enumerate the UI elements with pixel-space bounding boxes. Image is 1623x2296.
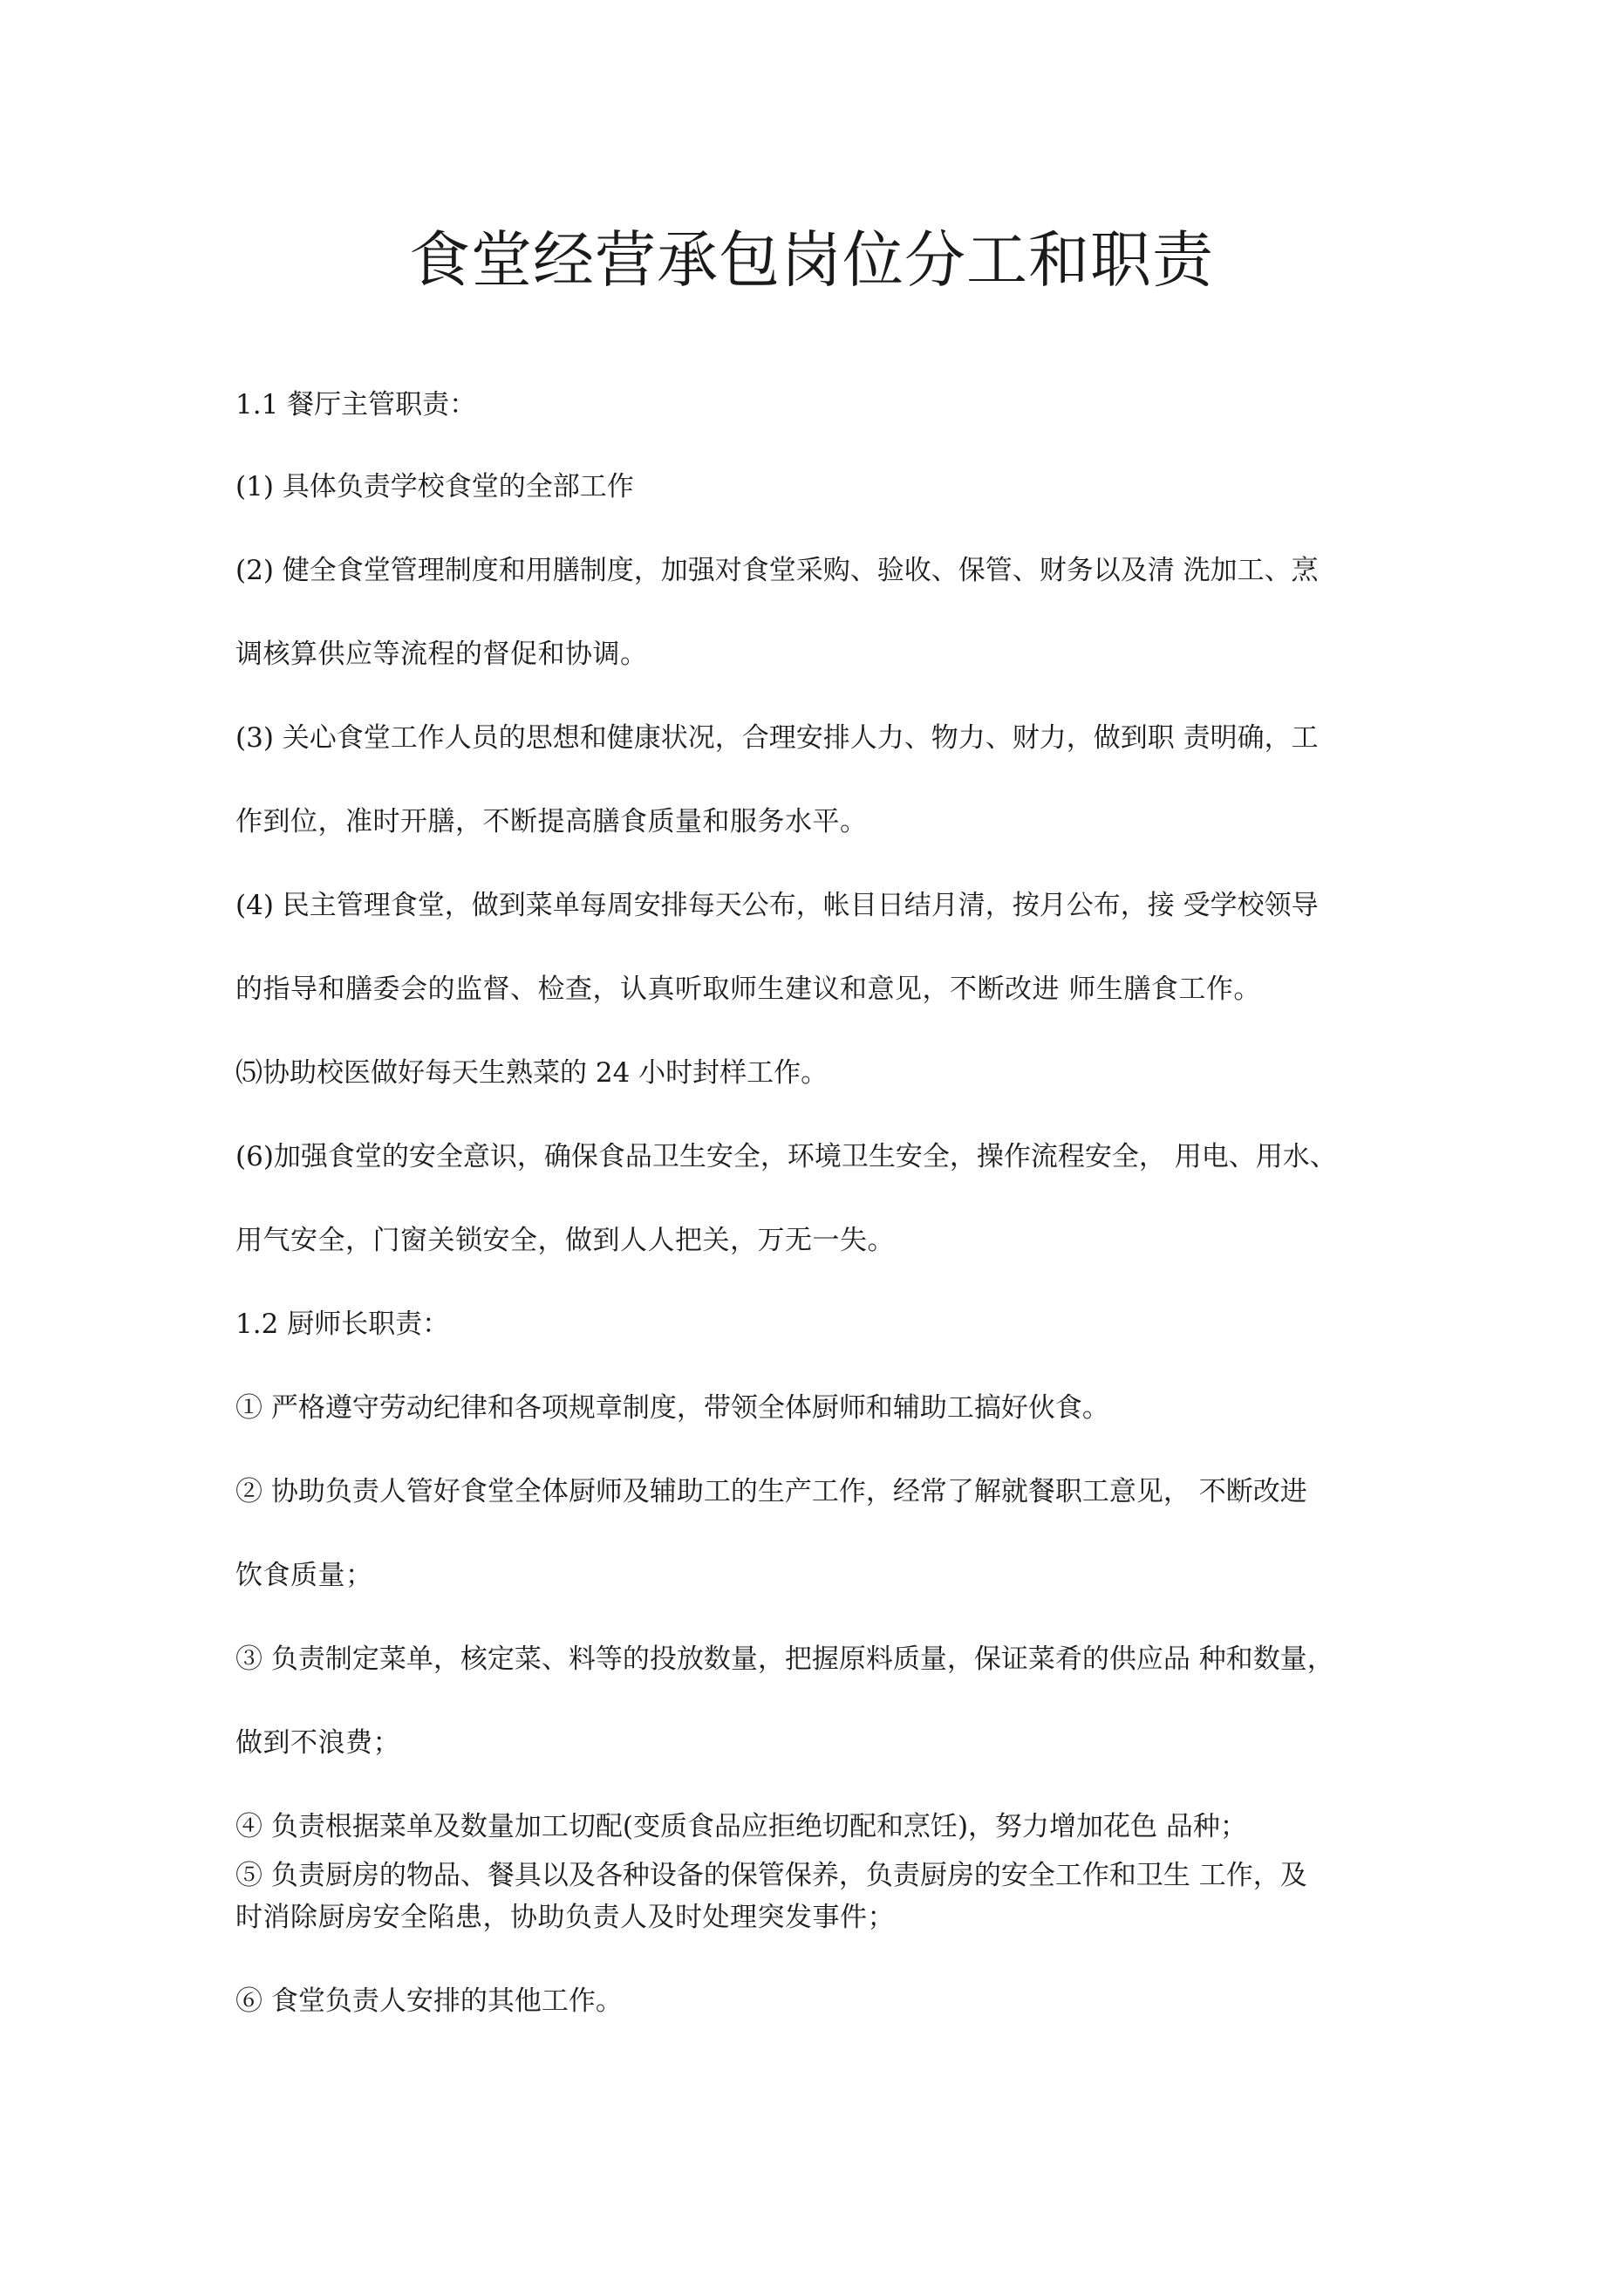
- duty-1-6-line-1: (6)加强食堂的安全意识，确保食品卫生安全，环境卫生安全，操作流程安全， 用电、用水、: [235, 1141, 1337, 1172]
- duty-2-1-line-1: ① 严格遵守劳动纪律和各项规章制度，带领全体厨师和辅助工搞好伙食。: [235, 1392, 1109, 1424]
- section-heading-head-chef: 1.2 厨师长职责：: [235, 1309, 450, 1340]
- duty-1-4-line-2: 的指导和膳委会的监督、检查，认真听取师生建议和意见，不断改进 师生膳食工作。: [235, 974, 1261, 1005]
- duty-2-5-line-2: 时消除厨房安全陷患，协助负责人及时处理突发事件；: [235, 1902, 895, 1933]
- duty-2-6-line-1: ⑥ 食堂负责人安排的其他工作。: [235, 1985, 623, 2017]
- duty-1-5-line-1: ⑸协助校医做好每天生熟菜的 24 小时封样工作。: [235, 1057, 829, 1089]
- section-heading-canteen-supervisor: 1.1 餐厅主管职责：: [235, 389, 477, 420]
- duty-1-3-line-1: (3) 关心食堂工作人员的思想和健康状况，合理安排人力、物力、财力，做到职 责明确，工: [235, 722, 1319, 754]
- duty-1-6-line-2: 用气安全，门窗关锁安全，做到人人把关，万无一失。: [235, 1225, 895, 1256]
- duty-2-3-line-2: 做到不浪费；: [235, 1727, 400, 1759]
- duty-1-4-line-1: (4) 民主管理食堂，做到菜单每周安排每天公布，帐目日结月清，按月公布，接 受学校领导: [235, 890, 1319, 921]
- duty-1-1-line-1: (1) 具体负责学校食堂的全部工作: [235, 471, 634, 502]
- duty-1-2-line-1: (2) 健全食堂管理制度和用膳制度，加强对食堂采购、验收、保管、财务以及清 洗加工、烹: [235, 555, 1319, 586]
- duty-1-2-line-2: 调核算供应等流程的督促和协调。: [235, 639, 648, 670]
- duty-2-4-line-1: ④ 负责根据菜单及数量加工切配(变质食品应拒绝切配和烹饪)，努力增加花色 品种；: [235, 1811, 1247, 1842]
- document-title: 食堂经营承包岗位分工和职责: [409, 224, 1214, 296]
- duty-2-2-line-2: 饮食质量；: [235, 1560, 373, 1591]
- duty-2-5-line-1: ⑤ 负责厨房的物品、餐具以及各种设备的保管保养，负责厨房的安全工作和卫生 工作，及: [235, 1860, 1307, 1891]
- duty-2-2-line-1: ② 协助负责人管好食堂全体厨师及辅助工的生产工作，经常了解就餐职工意见， 不断改进: [235, 1476, 1307, 1507]
- duty-2-3-line-1: ③ 负责制定菜单，核定菜、料等的投放数量，把握原料质量，保证菜肴的供应品 种和数量，: [235, 1643, 1334, 1675]
- duty-1-3-line-2: 作到位，准时开膳，不断提高膳食质量和服务水平。: [235, 806, 868, 837]
